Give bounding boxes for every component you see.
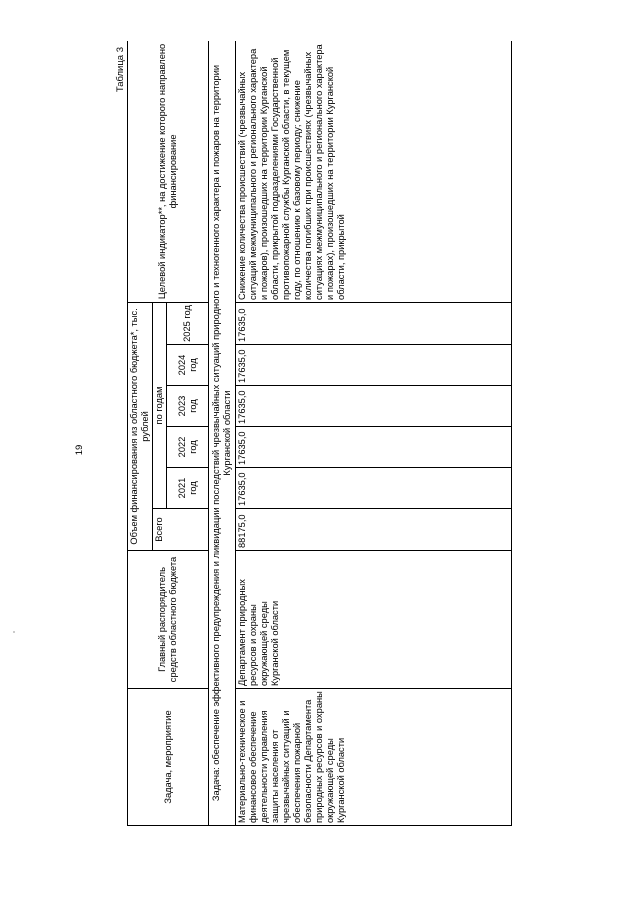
landscape-content (115, 41, 535, 826)
total-cell: 88175,0 (236, 509, 512, 551)
header-total: Всего (153, 509, 209, 551)
year-2021-cell: 17635,0 (236, 468, 512, 509)
header-row-1 (128, 41, 153, 826)
page-number: 19 (74, 444, 85, 456)
table-caption: Таблица 3 (115, 47, 126, 93)
activity-cell: Материально-техническое и финансовое обеспечение деятельности управления защиты населения от чрезвычайных ситуаций и обеспечения пожарной безопасности Департамента природных ресурсов и охраны окружающей среды Курганской области (236, 689, 512, 826)
header-by-years: по годам (153, 302, 167, 508)
header-funding: Объем финансирования из областного бюджета*, тыс. рублей (128, 302, 153, 550)
header-year-2021: 2021 год (167, 468, 209, 509)
header-distributor: Главный распорядитель средств областного бюджета (128, 551, 209, 689)
header-indicator: Целевой индикатор**, на достижение которого направлено финансирование (128, 41, 209, 302)
year-2023-cell: 17635,0 (236, 386, 512, 427)
header-task: Задача, мероприятие (128, 689, 209, 826)
funding-table (127, 41, 512, 826)
year-2022-cell: 17635,0 (236, 427, 512, 468)
task-text: Задача: обеспечение эффективного предупреждения и ликвидации последствий чрезвычайных ситуаций природного и техногенного характера и пожаров на территории Курганской области (209, 41, 236, 826)
header-year-2025: 2025 год (167, 302, 209, 344)
year-2025-cell: 17635,0 (236, 302, 512, 344)
scan-artifact-dot (13, 631, 15, 633)
rotated-page-area (115, 41, 535, 826)
header-year-2023: 2023 год (167, 386, 209, 427)
table-row (236, 41, 512, 826)
year-2024-cell: 17635,0 (236, 345, 512, 386)
distributor-cell: Департамент природных ресурсов и охраны окружающей среды Курганской области (236, 551, 512, 689)
indicator-cell: Снижение количества происшествий (чрезвычайных ситуаций межмуниципального и регионального характера и пожаров), произошедших на территории Курганской области, прикрытой подразделениями Государственной противопожарной службы Курганской области, в текущем году, по отношению к базовому периоду; снижение количества погибших при происшествиях (чрезвычайных ситуациях межмуниципального и регионального характера и пожарах), произошедших на территории Курганской области, прикрытой (236, 41, 512, 302)
header-year-2022: 2022 год (167, 427, 209, 468)
task-row (209, 41, 236, 826)
header-year-2024: 2024 год (167, 345, 209, 386)
